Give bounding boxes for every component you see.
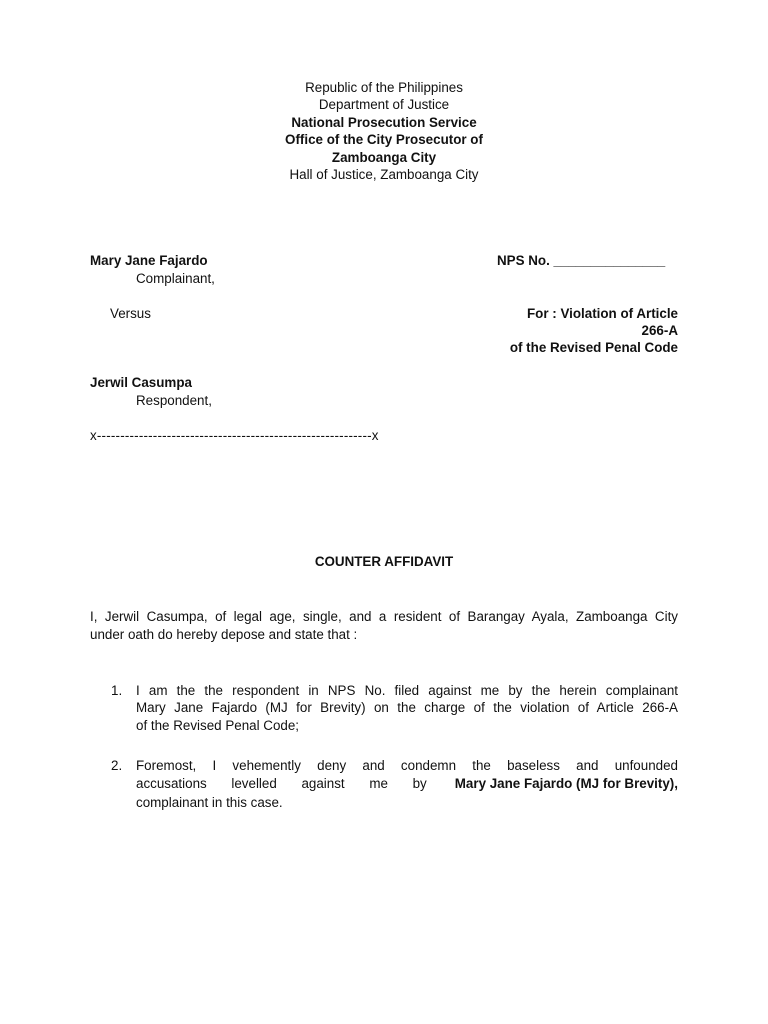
item-2-line-2-text: accusations levelled against me by <box>136 776 427 791</box>
header-office: Office of the City Prosecutor of <box>285 132 483 148</box>
item-1-line-3: of the Revised Penal Code; <box>136 718 300 733</box>
item-1-line-2: Mary Jane Fajardo (MJ for Brevity) on the charge of the violation of Article 266-A <box>136 700 678 715</box>
charge-line-3: of the Revised Penal Code <box>509 340 678 355</box>
header-city: Zamboanga City <box>331 149 437 165</box>
charge-line-2: 266-A <box>641 323 678 338</box>
document-header <box>0 79 768 183</box>
complainant-name: Mary Jane Fajardo <box>90 253 208 268</box>
document-title: COUNTER AFFIDAVIT <box>314 554 454 569</box>
respondent-role: Respondent, <box>136 393 212 408</box>
item-2-line-1: Foremost, I vehemently deny and condemn the baseless and unfounded <box>136 758 678 773</box>
item-2-line-3: complainant in this case. <box>136 795 283 810</box>
intro-line-2: under oath do hereby depose and state that : <box>90 627 358 642</box>
item-2-line-2 <box>136 775 678 792</box>
charge-line-1: For : Violation of Article <box>526 306 678 321</box>
item-2-line-2-plain <box>136 775 427 792</box>
header-hall: Hall of Justice, Zamboanga City <box>289 166 479 182</box>
item-2-line-2-bold: Mary Jane Fajardo (MJ for Brevity), <box>454 776 678 791</box>
nps-number: NPS No. _______________ <box>497 253 666 268</box>
item-1-number: 1. <box>111 683 123 698</box>
versus-label: Versus <box>110 306 151 321</box>
item-1-line-1: I am the the respondent in NPS No. filed against me by the herein complainant <box>136 683 678 698</box>
caption-separator: x-----------------------------------------------------------x <box>90 428 379 443</box>
header-department: Department of Justice <box>318 97 450 113</box>
header-republic: Republic of the Philippines <box>305 80 463 95</box>
respondent-name: Jerwil Casumpa <box>90 375 192 390</box>
header-service: National Prosecution Service <box>291 114 477 130</box>
item-2-number: 2. <box>111 758 123 773</box>
intro-line-1: I, Jerwil Casumpa, of legal age, single, and a resident of Barangay Ayala, Zamboanga City <box>90 609 678 624</box>
complainant-role: Complainant, <box>136 271 215 286</box>
